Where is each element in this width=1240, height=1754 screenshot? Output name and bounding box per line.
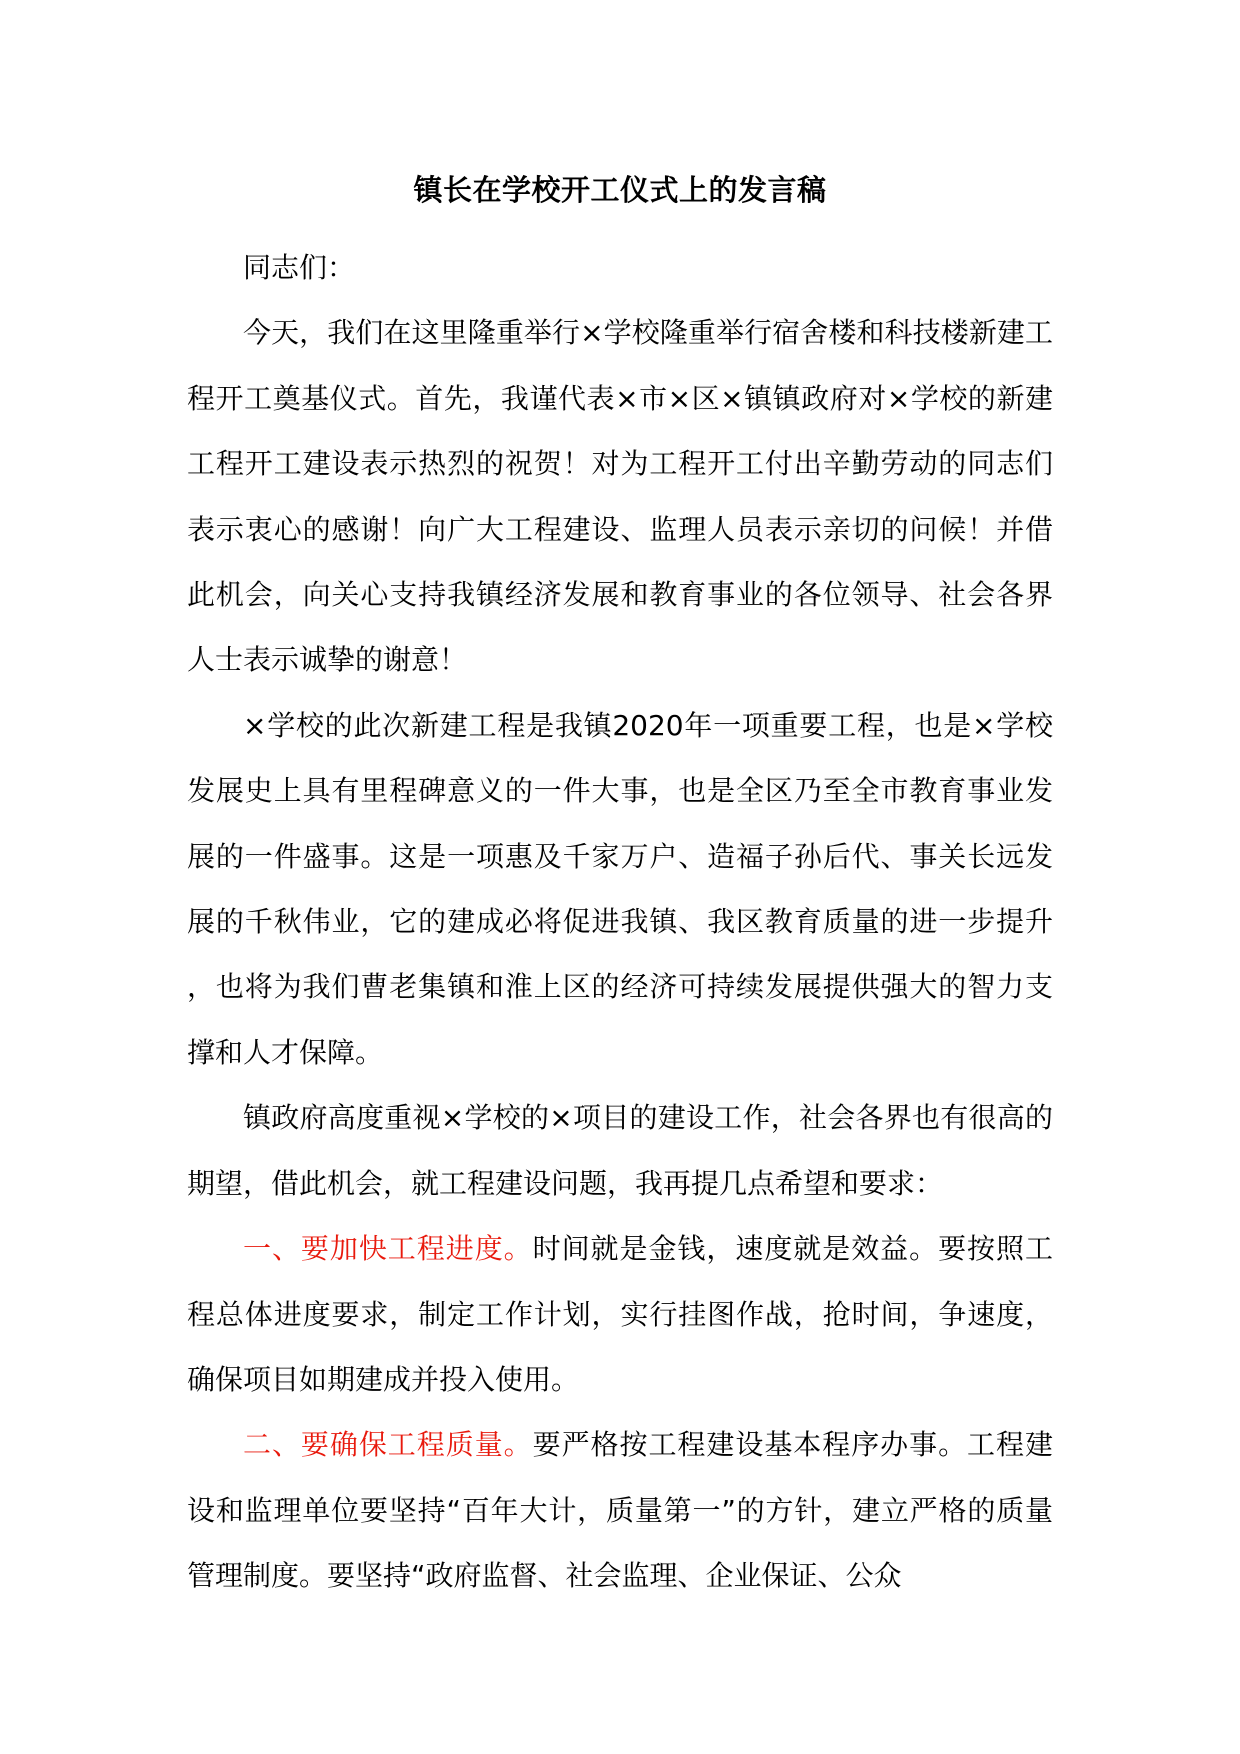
point-2-text: 要严格按工程建设基本程序办事。工程建设和监理单位要坚持“百年大计，质量第一”的方针，建立严格的质量管理制度。要坚持“政府监督、社会监理、企业保证、公众 (187, 1428, 1053, 1593)
paragraph-1: 今天，我们在这里隆重举行×学校隆重举行宿舍楼和科技楼新建工程开工奠基仪式。首先，我谨代表×市×区×镇镇政府对×学校的新建工程开工建设表示热烈的祝贺！对为工程开工付出辛勤劳动的同志们表示衷心的感谢！向广大工程建设、监理人员表示亲切的问候！并借此机会，向关心支持我镇经济发展和教育事业的各位领导、社会各界人士表示诚挚的谢意！ (187, 316, 1053, 677)
point-2-paragraph (187, 1412, 1053, 1608)
point-1-heading: 一、要加快工程进度。 (243, 1232, 533, 1266)
paragraph-3: 镇政府高度重视×学校的×项目的建设工作，社会各界也有很高的期望，借此机会，就工程建设问题，我再提几点希望和要求： (187, 1101, 1053, 1200)
point-2-heading: 二、要确保工程质量。 (243, 1428, 533, 1462)
salutation: 同志们： (243, 251, 356, 284)
document-title: 镇长在学校开工仪式上的发言稿 (413, 173, 827, 207)
point-1-text: 时间就是金钱，速度就是效益。要按照工程总体进度要求，制定工作计划，实行挂图作战，抢时间，争速度，确保项目如期建成并投入使用。 (187, 1232, 1053, 1396)
point-1-paragraph (187, 1216, 1053, 1412)
paragraph-2: ×学校的此次新建工程是我镇2020年一项重要工程，也是×学校发展史上具有里程碑意义的一件大事，也是全区乃至全市教育事业发展的一件盛事。这是一项惠及千家万户、造福子孙后代、事关长远发展的千秋伟业，它的建成必将促进我镇、我区教育质量的进一步提升，也将为我们曹老集镇和淮上区的经济可持续发展提供强大的智力支撑和人才保障。 (187, 708, 1053, 1069)
document-body (187, 235, 1053, 1609)
